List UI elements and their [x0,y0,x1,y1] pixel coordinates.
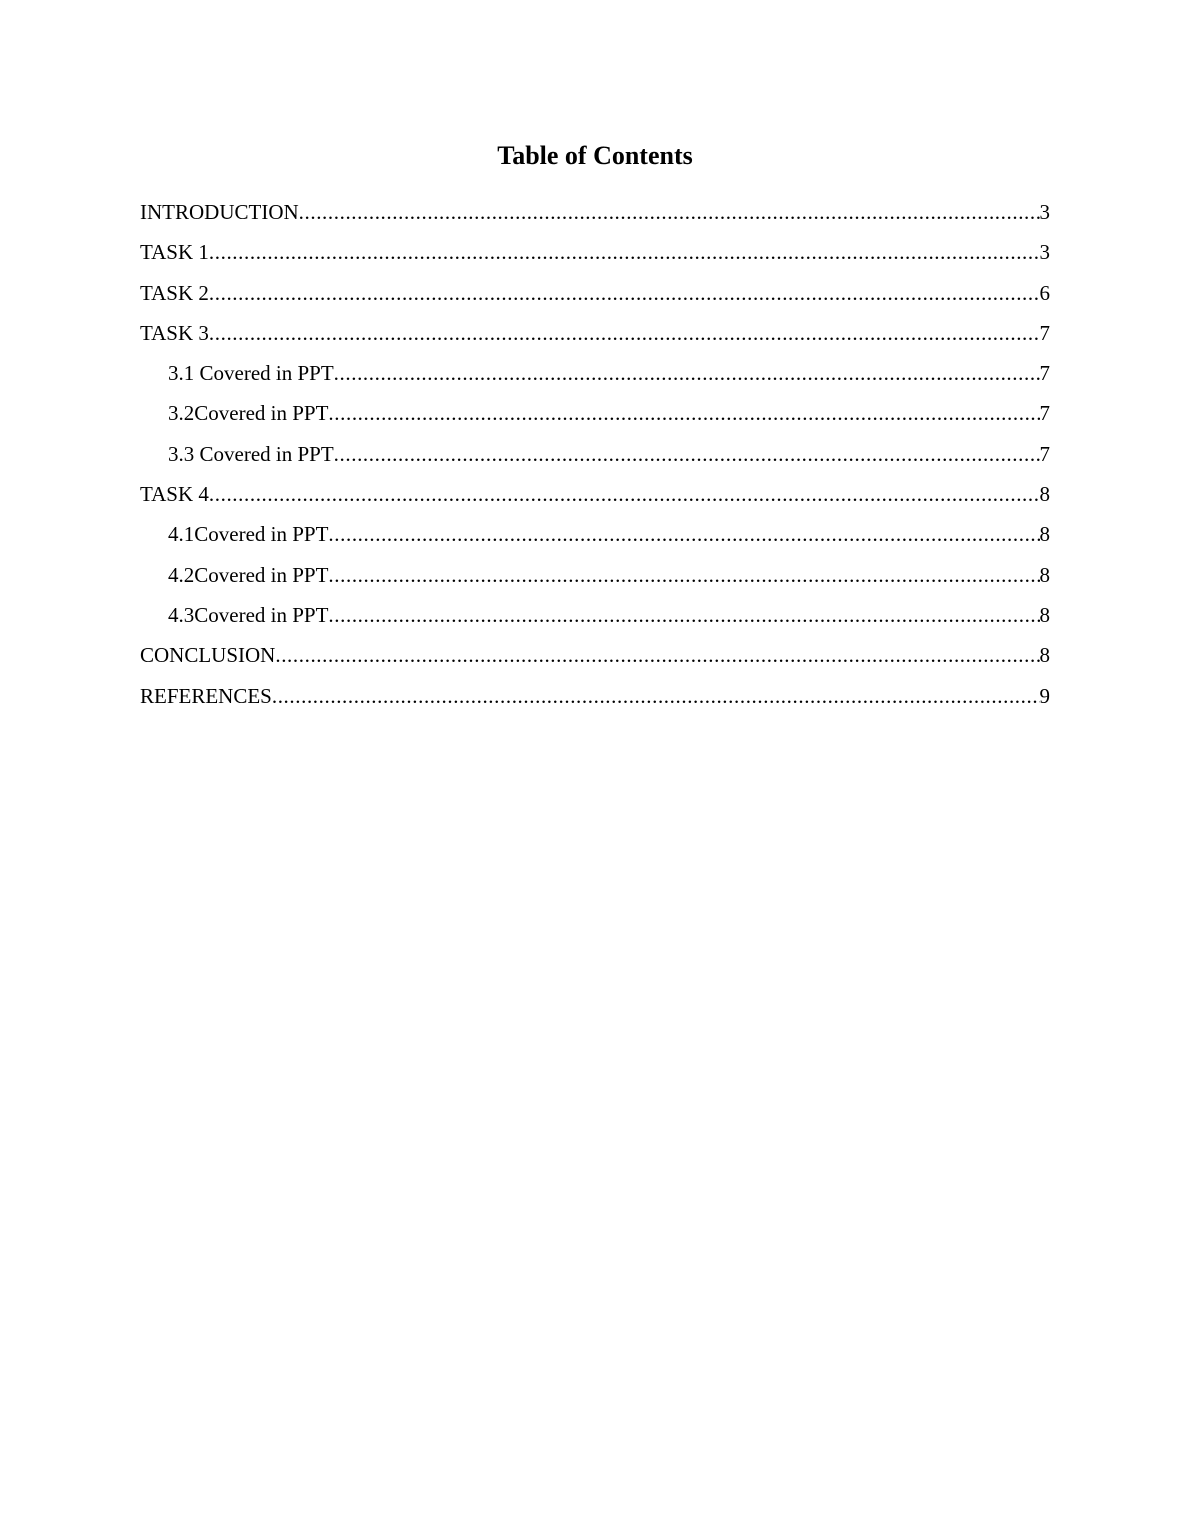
toc-entry-task-3[interactable] [140,317,1050,357]
toc-entry-3-1[interactable] [140,357,1050,397]
toc-entry-label: INTRODUCTION [140,200,299,224]
toc-entry-label: 3.1 Covered in PPT [168,361,334,386]
toc-entry-4-1[interactable] [140,518,1050,558]
toc-page-number: 7 [1039,361,1050,386]
toc-page-number: 3 [1039,200,1050,224]
toc-page-number: 8 [1039,643,1050,668]
toc-title: Table of Contents [497,141,693,170]
toc-page-number: 8 [1039,522,1050,547]
toc-list [140,196,1050,720]
toc-entry-task-1[interactable] [140,236,1050,276]
toc-entry-label: CONCLUSION [140,643,276,668]
toc-dot-leader [209,277,1040,309]
toc-page-number: 8 [1039,602,1050,627]
toc-dot-leader [209,317,1040,349]
toc-dot-leader [328,397,1039,429]
toc-page-number: 8 [1039,562,1050,587]
toc-dot-leader [275,639,1039,671]
toc-entry-label: 4.1Covered in PPT [168,522,329,547]
toc-entry-label: TASK 1 [140,240,209,265]
toc-entry-label: 4.3Covered in PPT [168,602,329,627]
toc-dot-leader [299,196,1040,228]
toc-dot-leader [272,680,1040,712]
toc-dot-leader [328,559,1039,591]
toc-entry-label: TASK 3 [140,320,209,345]
toc-page-number: 7 [1039,441,1050,466]
toc-entry-label: REFERENCES [140,683,272,708]
toc-entry-task-4[interactable] [140,478,1050,518]
toc-entry-label: TASK 4 [140,482,209,507]
toc-page-number: 8 [1039,482,1050,507]
toc-entry-label: 3.3 Covered in PPT [168,441,334,466]
toc-page-number: 7 [1039,320,1050,345]
toc-entry-conclusion[interactable] [140,639,1050,679]
toc-page-number: 9 [1039,683,1050,708]
toc-entry-label: TASK 2 [140,280,209,305]
toc-entry-references[interactable] [140,680,1050,720]
toc-page-number: 7 [1039,401,1050,426]
toc-entry-3-3[interactable] [140,438,1050,478]
toc-dot-leader [209,478,1040,510]
toc-dot-leader [328,518,1039,550]
toc-dot-leader [334,438,1040,470]
toc-entry-4-3[interactable] [140,599,1050,639]
toc-entry-task-2[interactable] [140,277,1050,317]
toc-entry-label: 4.2Covered in PPT [168,562,329,587]
toc-dot-leader [328,599,1039,631]
toc-page-number: 3 [1039,240,1050,265]
toc-page-number: 6 [1039,280,1050,305]
toc-entry-label: 3.2Covered in PPT [168,401,329,426]
toc-entry-introduction[interactable] [140,196,1050,236]
toc-dot-leader [209,236,1040,268]
toc-entry-3-2[interactable] [140,397,1050,437]
toc-entry-4-2[interactable] [140,559,1050,599]
toc-dot-leader [334,357,1040,389]
